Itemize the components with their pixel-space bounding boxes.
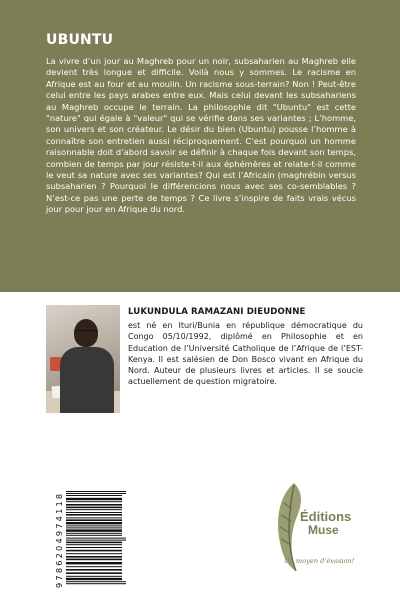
barcode-bar (66, 527, 122, 528)
barcode-bar (66, 509, 122, 510)
barcode-bar (66, 581, 126, 582)
publisher-name-word1: Éditions (300, 509, 352, 524)
barcode-bar (66, 550, 122, 552)
barcode-bar (66, 538, 126, 539)
barcode-bar (66, 529, 122, 531)
barcode-bar (66, 572, 122, 574)
isbn-barcode (50, 488, 128, 588)
barcode-bar (66, 542, 122, 544)
author-name: LUKUNDULA RAMAZANI DIEUDONNE (128, 307, 306, 317)
barcode-bar (66, 512, 122, 513)
barcode-bar (66, 540, 126, 541)
barcode-bar (66, 583, 126, 584)
book-title: UBUNTU (46, 32, 114, 48)
barcode-bar (66, 504, 122, 506)
barcode-bar (66, 562, 122, 564)
barcode-bar (66, 535, 122, 536)
barcode-bar (66, 569, 122, 571)
author-photo (46, 305, 120, 413)
isbn-number: 9786204974118 (54, 491, 64, 588)
publisher-name-word2: Muse (308, 523, 339, 537)
barcode-bar (66, 514, 122, 516)
barcode-graphic (50, 488, 128, 588)
publisher-logo (266, 475, 354, 575)
barcode-bar (66, 533, 122, 534)
photo-glasses (75, 330, 97, 336)
barcode-bar (66, 566, 122, 567)
barcode-bar (66, 576, 122, 577)
author-bio: est né en Ituri/Bunia en république démocratique du Congo 05/10/1992, diplômé en Philosophie et en Education de l’Université Catholique de l’Afrique de l’EST-Kenya. Il est salésien de Don Bosco vivant en Afrique du Nord. Auteur de plusieurs livres et articles. Il se soucie actuellement de question migratoire. (128, 321, 363, 387)
barcode-bar (66, 556, 122, 558)
barcode-bar (66, 544, 122, 545)
synopsis-text: La vivre d’un jour au Maghreb pour un noir, subsaharien au Maghreb elle devient très longue et difficile. Voilà nous y sommes. Le racisme en Afrique est au four et au moulin. Un racisme sous-terrain? Non ! Peut-être celui entre les pays arabes entre eux. Mais celui devant les subsahariens au Maghreb occupe le terrain. La philosophie dit "Ubuntu" est cette "nature" qui égale à "valeur" qui se vérifie dans ses variantes ; L’homme, son univers et son créateur. Le désir du bien (Ubuntu) pousse l’homme à connaître son entretien aussi réciproquement. C’est pourquoi un homme raisonnable doit d’abord savoir se définir à chaque fois devant son temps, combien de temps par jour résiste-t-il aux éphémères et relate-t-il comme le veut sa nature avec ses variantes? Qui est l’Africain (maghrébin versus subsaharien ? Pourquoi le différencions nous avec ses co-semblables ? N’est-ce pas une perte de temps ? Ce livre s’inspire de faits vrais vécus jour pour jour en Afrique du nord. (46, 56, 356, 215)
barcode-bar (66, 498, 122, 500)
photo-person-body (60, 347, 114, 413)
barcode-bar (66, 522, 122, 524)
barcode-bar (66, 559, 122, 561)
barcode-bar (66, 547, 122, 548)
synopsis-panel (0, 0, 400, 292)
barcode-bar (66, 491, 126, 492)
barcode-bar (66, 501, 122, 502)
barcode-bar (66, 495, 122, 496)
barcode-bar (66, 517, 122, 518)
publisher-tagline: Un moyen d’évasion! (284, 557, 355, 565)
barcode-bar (66, 525, 122, 526)
barcode-bar (66, 553, 122, 554)
barcode-bar (66, 578, 122, 580)
barcode-bar (66, 519, 122, 521)
barcode-bar (66, 507, 122, 509)
barcode-bar (66, 493, 126, 494)
